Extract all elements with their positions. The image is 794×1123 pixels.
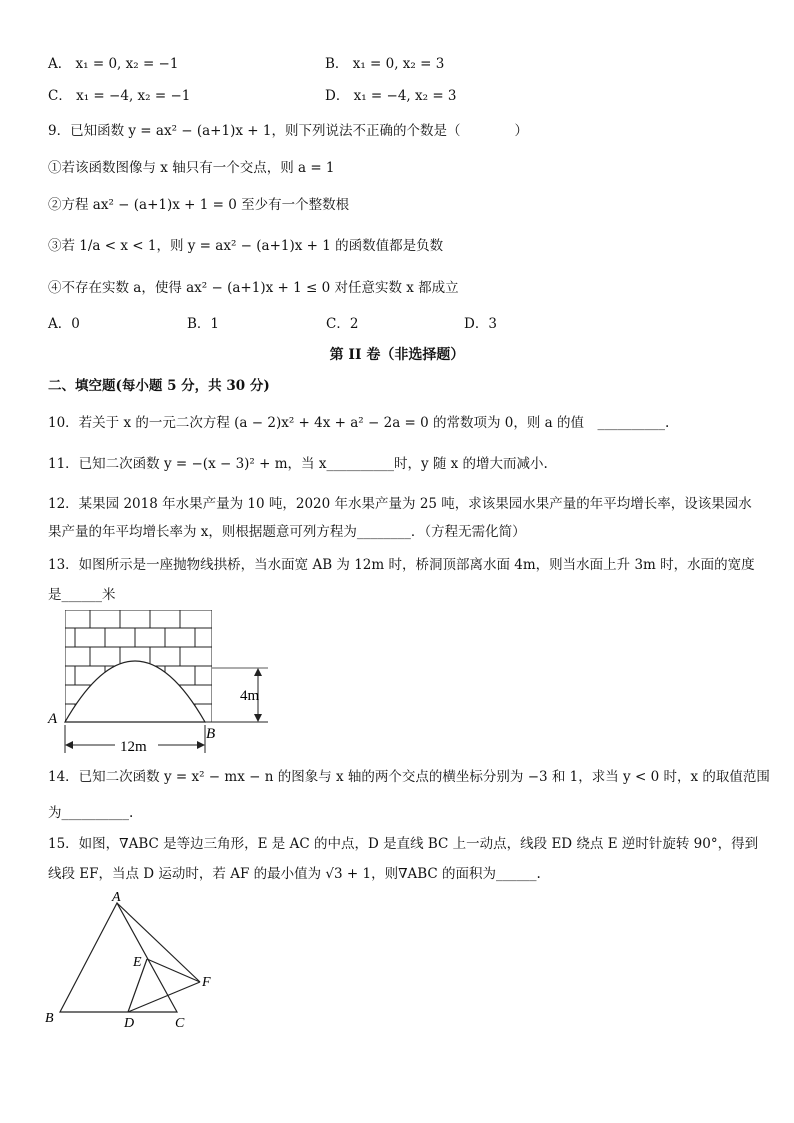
q9-statement-1: ①若该函数图像与 x 轴只有一个交点，则 a = 1: [48, 160, 335, 176]
q9-statement-4: ④不存在实数 a，使得 ax² − (a+1)x + 1 ≤ 0 对任意实数 x 都成立: [48, 280, 459, 296]
q15-line-1: 15．如图，∇ABC 是等边三角形，E 是 AC 的中点，D 是直线 BC 上一动点，线段 ED 绕点 E 逆时针旋转 90°，得到: [48, 836, 759, 852]
q9-option-b: B．1: [187, 316, 220, 332]
q8-option-d: D． x₁ = −4, x₂ = 3: [325, 88, 457, 104]
label-e: E: [133, 955, 142, 970]
q8-option-b: B． x₁ = 0, x₂ = 3: [325, 56, 445, 72]
q8-option-c: C． x₁ = −4, x₂ = −1: [48, 88, 191, 104]
q15-line-2: 线段 EF，当点 D 运动时，若 AF 的最小值为 √3 + 1，则∇ABC 的面积为______.: [48, 866, 541, 882]
section-title: 第 II 卷（非选择题）: [329, 347, 465, 363]
point-a-label: A: [48, 711, 58, 727]
segment-af: [117, 903, 200, 982]
width-label: 12m: [120, 739, 147, 755]
bridge-figure: [40, 605, 280, 755]
q9-option-c: C．2: [326, 316, 359, 332]
q9-option-a: A．0: [48, 316, 80, 332]
label-d: D: [124, 1016, 135, 1031]
q12-line-2: 果产量的年平均增长率为 x，则根据题意可列方程为________．（方程无需化简）: [48, 524, 526, 540]
segment-df: [128, 982, 200, 1012]
triangle-abc: [60, 903, 177, 1012]
q12-line-1: 12．某果园 2018 年水果产量为 10 吨，2020 年水果产量为 25 吨，求该果园水果产量的年平均增长率，设该果园水: [48, 496, 752, 512]
segment-ef: [147, 959, 200, 982]
q9-stem: 9．已知函数 y = ax² − (a+1)x + 1，则下列说法不正确的个数是（ ）: [48, 123, 528, 139]
q10-text: 10．若关于 x 的一元二次方程 (a − 2)x² + 4x + a² − 2a = 0 的常数项为 0，则 a 的值 __________.: [48, 415, 670, 431]
label-b: B: [45, 1011, 54, 1026]
q13-line-2: 是______米: [48, 587, 116, 603]
q8-option-a: A． x₁ = 0, x₂ = −1: [48, 56, 179, 72]
q11-text: 11．已知二次函数 y = −(x − 3)² + m，当 x__________时，y 随 x 的增大而减小.: [48, 456, 548, 472]
part-heading: 二、填空题(每小题 5 分，共 30 分): [48, 378, 270, 394]
triangle-figure: [40, 890, 230, 1035]
q13-line-1: 13．如图所示是一座抛物线拱桥，当水面宽 AB 为 12m 时，桥洞顶部离水面 4m，则当水面上升 3m 时，水面的宽度: [48, 557, 755, 573]
q14-line-1: 14．已知二次函数 y = x² − mx − n 的图象与 x 轴的两个交点的横坐标分别为 −3 和 1，求当 y < 0 时，x 的取值范围: [48, 769, 770, 785]
label-a: A: [112, 890, 121, 905]
q9-statement-2: ②方程 ax² − (a+1)x + 1 = 0 至少有一个整数根: [48, 197, 350, 213]
q9-option-d: D．3: [464, 316, 497, 332]
height-label: 4m: [240, 688, 260, 704]
q14-line-2: 为__________.: [48, 805, 134, 821]
parabolic-arch: [65, 661, 205, 722]
q9-statement-3: ③若 1/a < x < 1，则 y = ax² − (a+1)x + 1 的函数值都是负数: [48, 238, 444, 254]
label-f: F: [202, 975, 211, 990]
label-c: C: [175, 1016, 185, 1031]
point-b-label: B: [206, 726, 216, 742]
